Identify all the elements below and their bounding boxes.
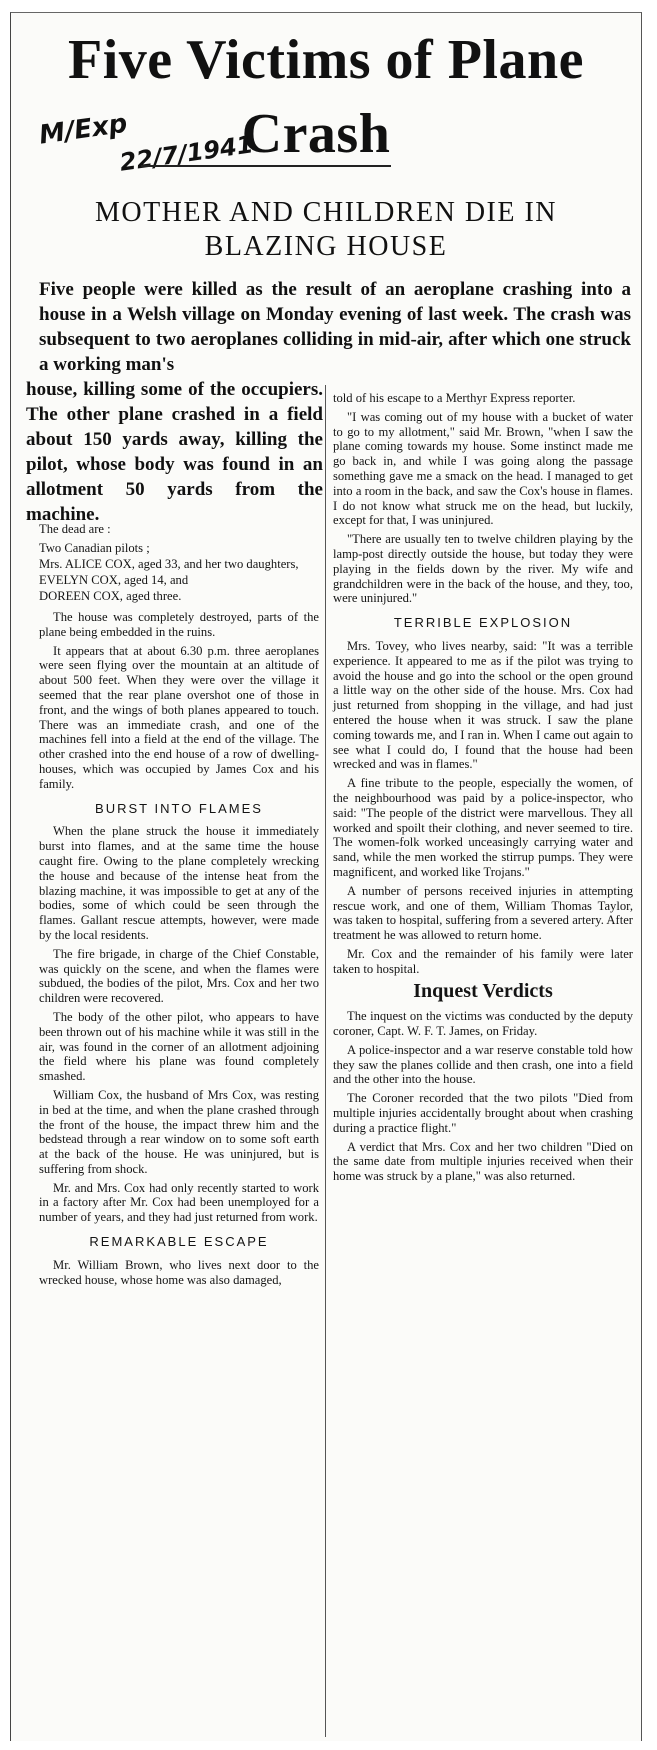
body-paragraph: A police-inspector and a war reserve constable told how they saw the planes collide and then crash, one into a field and the other into the house.: [333, 1042, 633, 1087]
section-heading-inquest: Inquest Verdicts: [413, 980, 553, 1003]
dead-list-item: Two Canadian pilots ;: [39, 541, 150, 555]
body-paragraph: "There are usually ten to twelve children playing by the lamp-post directly outside the house, but today they were playing in the fields down by the river. My wife and grandchildren were in the back of the house, and they, too, were uninjured.": [333, 532, 633, 606]
body-paragraph: told of his escape to a Merthyr Express reporter.: [333, 391, 576, 405]
body-paragraph: Mr. and Mrs. Cox had only recently started to work in a factory after Mr. Cox had been unemployed for a number of years, and they had just returned from work.: [39, 1180, 319, 1225]
section-heading-explosion: TERRIBLE EXPLOSION: [393, 615, 573, 631]
section-heading-escape: REMARKABLE ESCAPE: [89, 1234, 269, 1250]
headline-line-2: Crash: [241, 103, 391, 165]
section-heading-burst: BURST INTO FLAMES: [95, 800, 263, 816]
body-paragraph: Mrs. Tovey, who lives nearby, said: "It was a terrible experience. It appeared to me as if the pilot was trying to avoid the house and go into the school or the open ground a little way on the other side of the house. Mrs. Cox had just returned from shopping in the village, and had just entered the house when it was struck. I saw the plane coming towards me, and I ran in. When I came out again to see what I could do, I found that the house had been wrecked and was in flames.": [333, 638, 633, 772]
body-paragraph: The Coroner recorded that the two pilots "Died from multiple injuries accidentally brought about when crashing during a practice flight.": [333, 1091, 633, 1135]
headline-rule: [141, 165, 391, 167]
body-paragraph: The body of the other pilot, who appears to have been thrown out of his machine while it was still in the air, was found in the corner of an allotment adjoining the field where his plane was found completely smashed.: [39, 1009, 319, 1084]
body-paragraph: "I was coming out of my house with a bucket of water to go to my allotment," said Mr. Brown, "when I saw the plane coming towards my house. Some instinct made me go back in, and while I was going along the passage something gave me a smack on the head. I managed to get into a room in the back, and saw the Cox's house in flames. I do not know what struck me on the head, but luckily, except for that, I was uninjured.: [333, 409, 633, 528]
body-paragraph: A number of persons received injuries in attempting rescue work, and one of them, William Thomas Taylor, was taken to hospital, suffering from a severed artery. After treatment he was allowed to return home.: [333, 883, 633, 943]
handwritten-source: M/Exp: [37, 108, 130, 151]
handwritten-annotation: [37, 91, 255, 190]
body-paragraph: Mr. William Brown, who lives next door to the wrecked house, whose home was also damaged,: [39, 1257, 319, 1287]
body-paragraph: The house was completely destroyed, parts of the plane being embedded in the ruins.: [39, 610, 319, 639]
body-paragraph: It appears that at about 6.30 p.m. three aeroplanes were seen flying over the mountain at an altitude of about 500 feet. When they were over the village it seemed that the rear plane overshot one of those in front, and the wings of both planes appeared to touch. There was an immediate crash, and one of the machines fell into a field at the end of the village. The other crashed into the end house of a row of dwelling-houses, which was occupied by James Cox and his family.: [39, 643, 319, 791]
dead-list-item: Mrs. ALICE COX, aged 33, and her two daughters,: [39, 557, 299, 571]
dead-list: [39, 521, 319, 604]
newspaper-clipping: [10, 12, 642, 1741]
body-paragraph: A verdict that Mrs. Cox and her two children "Died on the same date from multiple injuries received when their home was struck by a plane," was also returned.: [333, 1139, 633, 1184]
column-divider: [325, 385, 326, 1737]
lead-paragraph: Five people were killed as the result of an aeroplane crashing into a house in a Welsh village on Monday evening of last week. The crash was subsequent to two aeroplanes colliding in mid-air, after which one struck a working man's: [39, 279, 631, 375]
handwritten-date: 22/7/1941: [117, 130, 256, 177]
body-paragraph: William Cox, the husband of Mrs Cox, was resting in bed at the time, and when the plane crashed through the front of the house, the impact threw him and the bedstead through a rear window on to some soft earth at the back of the house. He was uninjured, but is suffering from shock.: [39, 1087, 319, 1176]
dead-list-item: DOREEN COX, aged three.: [39, 589, 182, 603]
body-paragraph: The inquest on the victims was conducted by the deputy coroner, Capt. W. F. T. James, on Friday.: [333, 1009, 633, 1039]
body-paragraph: When the plane struck the house it immediately burst into flames, and at the same time the house caught fire. Owing to the plane completely wrecking the house and because of the intense heat from the blazing machine, it was impossible to get at any of the bodies, some of which could be seen through the flames. Gallant rescue attempts, however, were made by the local residents.: [39, 824, 319, 942]
body-paragraph: A fine tribute to the people, especially the women, of the neighbourhood was paid by a police-inspector, who said: "The people of the district were marvellous. They all worked and spoilt their clothing, and never seemed to tire. The women-folk worked unceasingly carrying water and sand, while the men worked the stirrup pumps. They were magnificent, and worked like Trojans.": [333, 776, 633, 879]
body-paragraph: Mr. Cox and the remainder of his family were later taken to hospital.: [333, 946, 633, 976]
right-column: [333, 391, 633, 1188]
subheadline: MOTHER AND CHILDREN DIE IN BLAZING HOUSE: [94, 197, 558, 262]
headline-line-1: Five Victims of Plane: [68, 29, 584, 91]
lead-paragraph-continued: house, killing some of the occupiers. The other plane crashed in a field about 150 yards away, killing the pilot, whose body was found in an allotment 50 yards from the machine.: [26, 379, 323, 525]
dead-list-title: The dead are :: [39, 522, 111, 536]
dead-list-item: EVELYN COX, aged 14, and: [39, 573, 189, 587]
body-paragraph: The fire brigade, in charge of the Chief Constable, was quickly on the scene, and when the flames were subdued, the bodies of the pilot, Mrs. Cox and her two children were recovered.: [39, 946, 319, 1006]
left-column: [39, 521, 319, 1291]
